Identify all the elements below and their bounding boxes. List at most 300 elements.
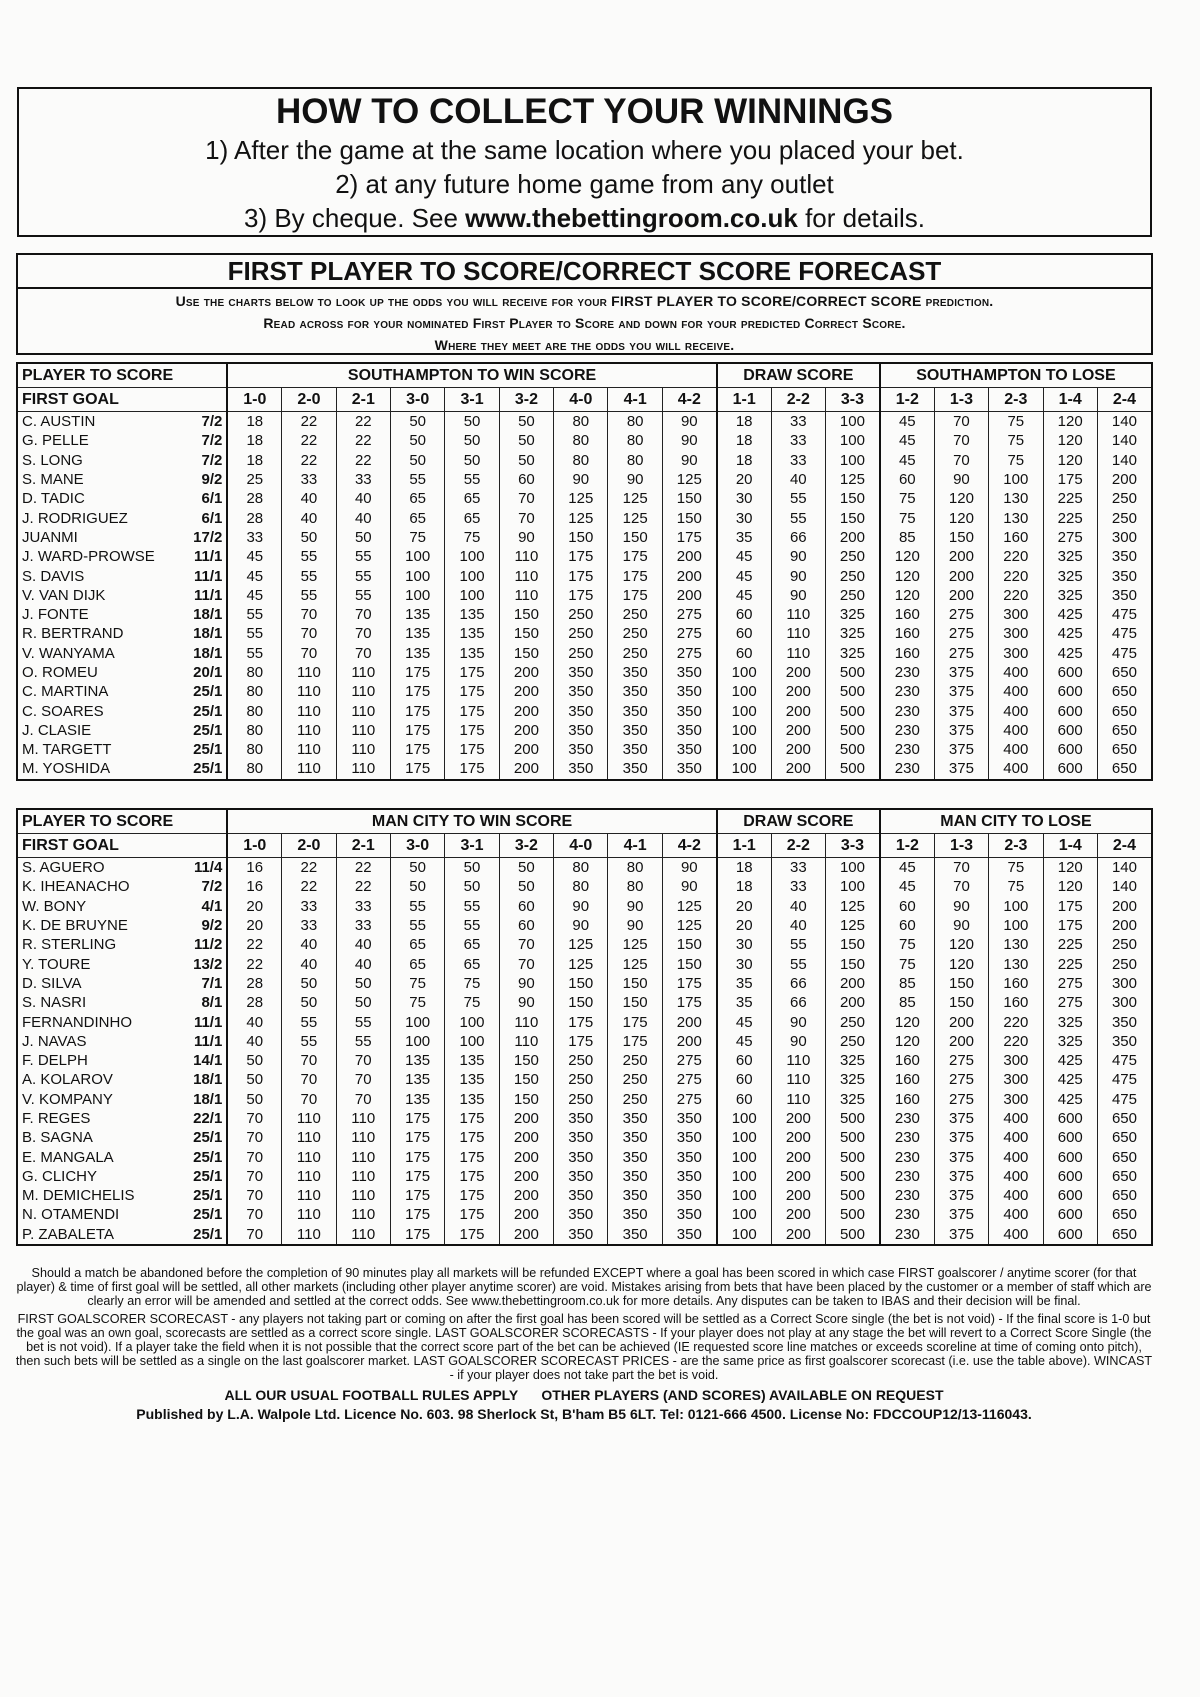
odds-cell: 110 [282,682,336,701]
odds-cell: 20 [717,470,771,489]
player-name-cell [17,858,227,878]
odds-cell: 55 [336,566,390,585]
odds-cell: 22 [282,877,336,896]
odds-cell: 150 [934,993,988,1012]
odds-cell: 175 [390,1205,444,1224]
odds-cell: 60 [717,1051,771,1070]
odds-cell: 175 [662,974,716,993]
odds-cell: 110 [771,1070,825,1089]
odds-cell: 66 [771,993,825,1012]
odds-cell: 100 [825,431,879,450]
table-row [17,954,1152,973]
odds-cell: 110 [282,740,336,759]
odds-cell: 22 [336,412,390,432]
score-header: 2-2 [771,388,825,412]
odds-cell: 120 [934,935,988,954]
odds-cell: 135 [445,605,499,624]
odds-cell: 375 [934,1186,988,1205]
odds-cell: 45 [880,431,934,450]
odds-cell: 18 [717,877,771,896]
odds-cell: 135 [390,605,444,624]
player-name: M. TARGETT [22,741,112,759]
odds-cell: 125 [826,916,880,935]
odds-cell: 250 [825,586,879,605]
odds-cell: 275 [934,624,988,643]
odds-cell: 100 [717,740,771,759]
odds-cell: 80 [554,412,608,432]
odds-cell: 120 [880,586,934,605]
table-row [17,1128,1152,1147]
odds-cell: 350 [554,1186,608,1205]
score-header: 4-2 [662,388,716,412]
odds-cell: 50 [445,412,499,432]
table-row [17,470,1152,489]
odds-cell: 110 [499,547,553,566]
win-score-group-header: SOUTHAMPTON TO WIN SCORE [227,363,716,388]
odds-cell: 65 [445,489,499,508]
odds-cell: 90 [554,916,608,935]
odds-cell: 125 [608,489,662,508]
odds-cell: 70 [336,605,390,624]
odds-cell: 650 [1097,663,1152,682]
player-name-cell [17,682,227,701]
odds-cell: 65 [390,935,444,954]
odds-cell: 100 [445,1032,499,1051]
odds-cell: 350 [662,1186,716,1205]
player-odds: 25/1 [193,1206,223,1224]
odds-cell: 150 [554,528,608,547]
odds-cell: 50 [390,451,444,470]
player-odds: 11/1 [193,567,223,585]
odds-cell: 600 [1043,701,1097,720]
odds-cell: 75 [880,489,934,508]
player-name-cell [17,1167,227,1186]
odds-cell: 110 [282,1147,336,1166]
odds-cell: 25 [227,470,281,489]
odds-cell: 110 [499,1012,553,1031]
odds-cell: 425 [1043,624,1097,643]
odds-cell: 175 [608,1012,662,1031]
odds-cell: 22 [282,451,336,470]
player-odds: 25/1 [193,702,223,720]
odds-cell: 55 [390,897,444,916]
odds-cell: 400 [989,663,1043,682]
odds-cell: 50 [227,1070,281,1089]
odds-cell: 40 [336,954,390,973]
odds-cell: 350 [608,1167,662,1186]
odds-cell: 200 [771,1109,825,1128]
odds-cell: 125 [608,954,662,973]
odds-cell: 350 [662,759,716,779]
odds-cell: 475 [1097,644,1152,663]
odds-cell: 33 [771,877,825,896]
odds-cell: 350 [662,740,716,759]
odds-cell: 175 [1043,916,1097,935]
odds-cell: 100 [826,858,880,878]
table-row [17,489,1152,508]
odds-cell: 275 [662,644,716,663]
player-name-cell [17,1051,227,1070]
odds-cell: 425 [1043,1051,1097,1070]
odds-cell: 135 [390,1090,444,1109]
table-row [17,877,1152,896]
odds-cell: 200 [499,1109,553,1128]
odds-cell: 110 [282,1128,336,1147]
odds-cell: 50 [445,451,499,470]
odds-cell: 150 [499,1090,553,1109]
odds-cell: 200 [771,1167,825,1186]
odds-cell: 110 [282,1167,336,1186]
odds-cell: 55 [227,624,281,643]
odds-cell: 110 [336,759,390,779]
player-odds: 4/1 [201,897,223,915]
odds-cell: 375 [934,1225,988,1245]
collect-line-3-pre: 3) By cheque. See [243,203,466,233]
odds-cell: 275 [662,1051,716,1070]
odds-cell: 80 [608,412,662,432]
odds-cell: 55 [282,566,336,585]
odds-cell: 70 [336,644,390,663]
odds-cell: 100 [390,586,444,605]
odds-cell: 200 [499,1186,553,1205]
odds-cell: 80 [608,877,662,896]
odds-cell: 175 [445,1147,499,1166]
odds-cell: 175 [554,547,608,566]
odds-cell: 175 [390,682,444,701]
odds-cell: 600 [1043,1167,1097,1186]
odds-cell: 100 [445,1012,499,1031]
odds-cell: 220 [989,547,1043,566]
table-row [17,740,1152,759]
player-name-cell [17,528,227,547]
odds-cell: 33 [282,916,336,935]
odds-cell: 325 [825,605,879,624]
odds-cell: 375 [934,759,988,779]
odds-cell: 60 [499,897,553,916]
odds-cell: 20 [227,916,281,935]
odds-cell: 275 [934,1070,988,1089]
table-row [17,974,1152,993]
odds-cell: 200 [934,1012,988,1031]
odds-cell: 175 [554,1032,608,1051]
odds-cell: 100 [717,1186,771,1205]
odds-cell: 55 [771,489,825,508]
player-name: G. CLICHY [22,1167,98,1185]
odds-cell: 250 [1097,508,1152,527]
odds-cell: 22 [336,451,390,470]
player-name: S. MANE [22,471,84,489]
odds-cell: 230 [880,701,934,720]
odds-cell: 28 [227,974,281,993]
odds-cell: 350 [1097,1032,1152,1051]
odds-cell: 200 [1097,897,1152,916]
odds-cell: 45 [227,586,281,605]
odds-cell: 150 [662,935,716,954]
score-header: 4-1 [608,388,662,412]
odds-cell: 425 [1043,605,1097,624]
odds-cell: 250 [554,1090,608,1109]
odds-cell: 200 [499,721,553,740]
player-name: Y. TOURE [22,955,91,973]
player-name-cell [17,1090,227,1109]
odds-cell: 140 [1097,877,1152,896]
first-goal-label: FIRST GOAL [17,834,227,858]
odds-cell: 135 [445,644,499,663]
odds-cell: 45 [717,547,771,566]
odds-cell: 65 [390,508,444,527]
odds-cell: 500 [825,701,879,720]
odds-cell: 175 [390,663,444,682]
odds-cell: 200 [771,1186,825,1205]
odds-cell: 175 [554,586,608,605]
odds-cell: 70 [282,1070,336,1089]
odds-cell: 100 [717,1225,771,1245]
player-name-cell [17,1128,227,1147]
player-name: F. DELPH [22,1052,88,1070]
odds-cell: 45 [880,451,934,470]
odds-cell: 375 [934,1147,988,1166]
table-row [17,993,1152,1012]
odds-cell: 400 [989,740,1043,759]
score-header: 1-2 [880,388,934,412]
odds-cell: 200 [499,1225,553,1245]
odds-cell: 175 [390,1128,444,1147]
odds-cell: 40 [227,1012,281,1031]
odds-cell: 100 [445,547,499,566]
collect-winnings-box [17,87,1152,237]
table-row [17,605,1152,624]
odds-cell: 500 [826,1167,880,1186]
odds-cell: 135 [390,644,444,663]
odds-cell: 100 [390,566,444,585]
score-header: 2-1 [336,834,390,858]
odds-cell: 650 [1097,1186,1152,1205]
player-name-cell [17,624,227,643]
odds-cell: 600 [1043,721,1097,740]
player-name: FERNANDINHO [22,1013,133,1031]
odds-cell: 650 [1097,682,1152,701]
player-name: V. WANYAMA [22,644,115,662]
odds-cell: 100 [717,701,771,720]
odds-cell: 110 [282,1225,336,1245]
odds-cell: 140 [1097,412,1152,432]
odds-cell: 45 [717,566,771,585]
odds-cell: 200 [662,1012,716,1031]
odds-cell: 120 [1043,412,1097,432]
odds-cell: 175 [445,1128,499,1147]
odds-cell: 140 [1097,858,1152,878]
score-header: 2-4 [1097,388,1152,412]
table-row [17,508,1152,527]
odds-cell: 175 [390,1186,444,1205]
odds-cell: 80 [554,431,608,450]
player-name-cell [17,1109,227,1128]
odds-cell: 135 [445,624,499,643]
odds-cell: 65 [390,954,444,973]
odds-cell: 175 [390,759,444,779]
odds-cell: 75 [989,451,1043,470]
odds-cell: 200 [825,528,879,547]
odds-cell: 50 [282,993,336,1012]
odds-cell: 100 [445,566,499,585]
odds-cell: 70 [282,624,336,643]
table-row [17,566,1152,585]
odds-cell: 250 [554,624,608,643]
odds-cell: 650 [1097,1205,1152,1224]
odds-cell: 225 [1043,508,1097,527]
odds-cell: 110 [282,759,336,779]
table-row [17,431,1152,450]
odds-cell: 350 [608,1205,662,1224]
odds-cell: 150 [825,489,879,508]
player-name-cell [17,954,227,973]
odds-cell: 110 [499,566,553,585]
odds-cell: 325 [1043,586,1097,605]
odds-cell: 475 [1097,605,1152,624]
odds-cell: 500 [826,1109,880,1128]
odds-cell: 275 [662,1070,716,1089]
odds-cell: 175 [608,586,662,605]
odds-cell: 250 [1097,489,1152,508]
terms-paragraph-2: FIRST GOALSCORER SCORECAST - any players not taking part or coming on after the first goal has been scored will be settled as a Correct Score single (the bet is not void) - If the final score is 1-0 but the goal was an own goal, scorecasts are settled as a correct score single. LAST GOALSCORER SCORECASTS - If your player does not play at any stage the bet will revert to a Correct Score Single (the bet is not void). If a player take the field when it is not possible that the correct score part of the bet can be achieved (IE requested score line matches or exceeds scoreline at time of coming onto pitch), then such bets will be settled as a single on the last goalscorer market. LAST GOALSCORER SCORECAST PRICES - are the same price as first goalscorer scorecast (i.e. use the table above). WINCAST - if your player does not take part the bet is void. [15,1311,1153,1383]
odds-cell: 200 [934,586,988,605]
odds-cell: 275 [934,605,988,624]
table-row [17,916,1152,935]
odds-cell: 65 [390,489,444,508]
odds-cell: 70 [227,1225,281,1245]
odds-cell: 100 [390,1032,444,1051]
table-row [17,1147,1152,1166]
player-name-cell [17,993,227,1012]
odds-cell: 66 [771,974,825,993]
odds-cell: 375 [934,1128,988,1147]
odds-cell: 45 [717,1032,771,1051]
odds-cell: 135 [390,1070,444,1089]
odds-cell: 65 [445,935,499,954]
odds-cell: 70 [227,1109,281,1128]
odds-cell: 350 [662,1205,716,1224]
odds-cell: 80 [227,759,281,779]
odds-cell: 55 [336,547,390,566]
odds-cell: 500 [826,1128,880,1147]
odds-cell: 140 [1097,431,1152,450]
odds-cell: 175 [445,701,499,720]
score-header: 2-1 [336,388,390,412]
odds-cell: 90 [662,858,716,878]
odds-cell: 350 [662,1147,716,1166]
odds-cell: 110 [499,586,553,605]
odds-cell: 90 [934,470,988,489]
score-header: 1-3 [934,834,988,858]
odds-cell: 150 [608,974,662,993]
player-name: JUANMI [22,528,78,546]
odds-cell: 50 [445,431,499,450]
odds-cell: 275 [1043,974,1097,993]
odds-cell: 125 [554,489,608,508]
score-header: 3-0 [390,834,444,858]
odds-cell: 200 [934,1032,988,1051]
odds-cell: 85 [880,993,934,1012]
odds-cell: 75 [445,528,499,547]
odds-cell: 45 [880,877,934,896]
odds-cell: 650 [1097,759,1152,779]
odds-cell: 70 [499,935,553,954]
odds-cell: 600 [1043,1186,1097,1205]
player-odds: 11/1 [193,586,223,604]
odds-cell: 60 [717,644,771,663]
player-name: E. MANGALA [22,1148,114,1166]
player-name-cell [17,663,227,682]
odds-cell: 275 [934,1051,988,1070]
odds-cell: 150 [554,974,608,993]
odds-cell: 30 [717,489,771,508]
odds-cell: 230 [880,1205,934,1224]
odds-cell: 230 [880,1225,934,1245]
odds-cell: 80 [554,877,608,896]
odds-cell: 250 [1097,954,1152,973]
odds-cell: 230 [880,682,934,701]
player-name: J. RODRIGUEZ [22,509,128,527]
odds-cell: 75 [880,954,934,973]
odds-cell: 90 [934,916,988,935]
odds-cell: 350 [554,682,608,701]
odds-cell: 125 [662,470,716,489]
odds-cell: 150 [499,624,553,643]
player-odds: 25/1 [193,721,223,739]
odds-cell: 250 [826,1032,880,1051]
odds-cell: 200 [771,1205,825,1224]
odds-cell: 300 [1097,993,1152,1012]
odds-cell: 50 [336,993,390,1012]
odds-cell: 110 [282,1205,336,1224]
odds-cell: 475 [1097,1051,1152,1070]
player-odds: 9/2 [201,471,223,489]
odds-cell: 375 [934,1109,988,1128]
table-row [17,897,1152,916]
odds-cell: 45 [227,566,281,585]
terms-footer [14,1266,1154,1424]
odds-cell: 325 [826,1090,880,1109]
odds-cell: 175 [445,1186,499,1205]
odds-cell: 175 [445,1225,499,1245]
table-row [17,701,1152,720]
odds-cell: 175 [554,1012,608,1031]
odds-cell: 110 [336,1186,390,1205]
odds-cell: 18 [227,431,281,450]
odds-cell: 175 [445,721,499,740]
player-name-cell [17,1032,227,1051]
table-row [17,1109,1152,1128]
odds-cell: 18 [717,451,771,470]
odds-cell: 55 [771,935,825,954]
odds-cell: 75 [989,412,1043,432]
odds-cell: 50 [227,1090,281,1109]
odds-cell: 22 [282,431,336,450]
odds-cell: 275 [662,624,716,643]
odds-cell: 300 [1097,974,1152,993]
odds-cell: 200 [499,1147,553,1166]
odds-cell: 100 [717,1147,771,1166]
odds-cell: 500 [825,759,879,779]
odds-cell: 70 [336,1051,390,1070]
player-odds: 8/1 [201,994,223,1012]
odds-cell: 150 [825,508,879,527]
player-name: D. SILVA [22,974,82,992]
player-name: F. REGES [22,1110,91,1127]
player-name: C. MARTINA [22,683,109,701]
odds-cell: 100 [825,451,879,470]
odds-cell: 18 [717,431,771,450]
